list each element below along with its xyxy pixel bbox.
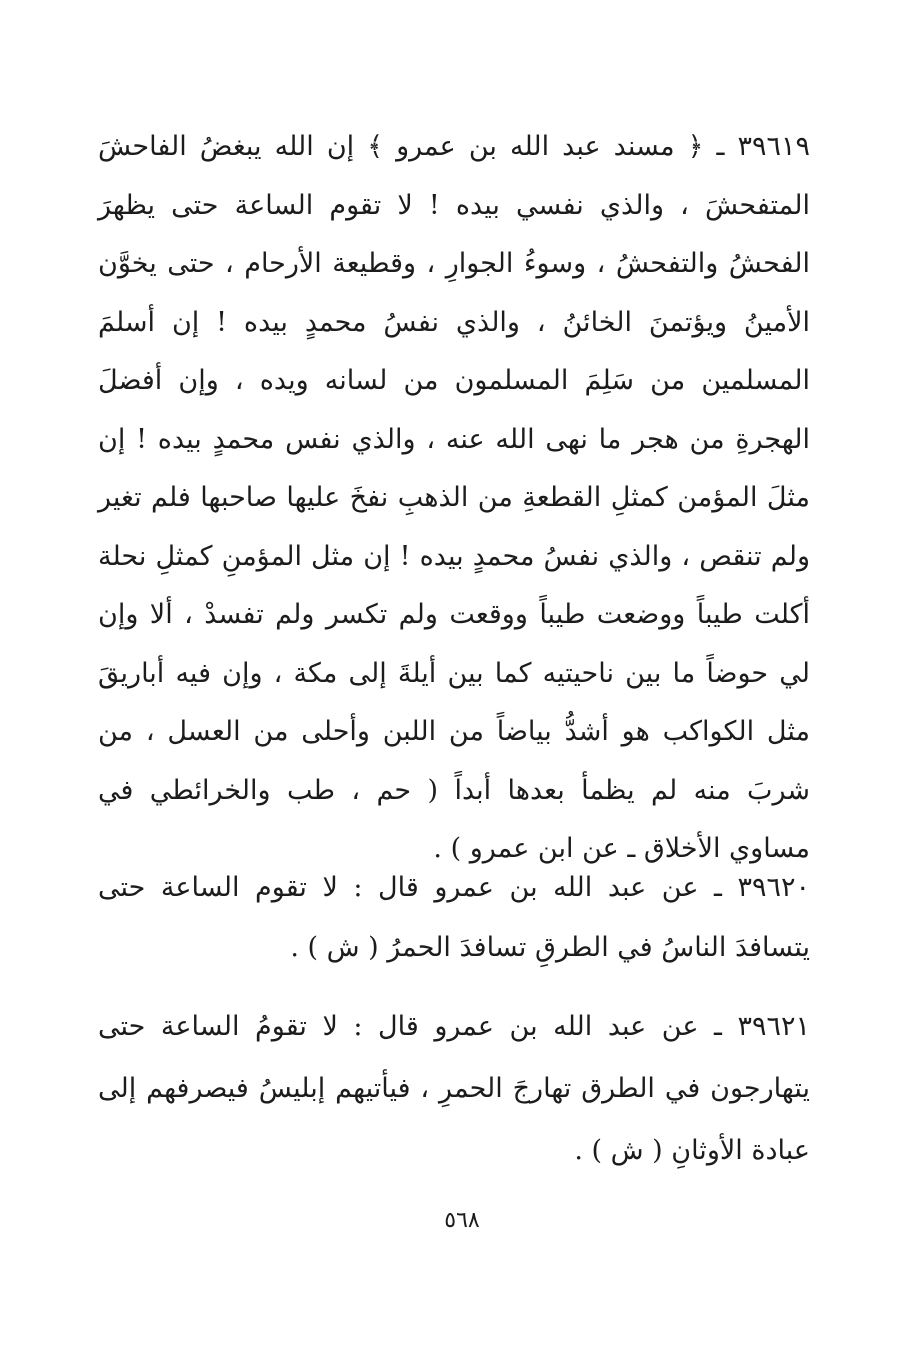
hadith-39620: ٣٩٦٢٠ ـ عن عبد الله بن عمرو قال : لا تقوم الساعة حتى يتسافدَ الناسُ في الطرقِ تسافدَ الحمرُ ( ش ) . xyxy=(98,872,810,963)
hadith-39621: ٣٩٦٢١ ـ عن عبد الله بن عمرو قال : لا تقومُ الساعة حتى يتهارجون في الطرق تهارجَ الحمرِ ، فيأتيهم إبليسُ فيصرفهم إلى عبادة الأوثانِ ( ش ) . xyxy=(98,1011,810,1166)
page-number: ٥٦٨ xyxy=(444,1208,480,1233)
hadith-39619: ٣٩٦١٩ ـ ﴿ مسند عبد الله بن عمرو ﴾ إن الله يبغضُ الفاحشَ المتفحشَ ، والذي نفسي بيده ! لا تقوم الساعة حتى يظهرَ الفحشُ والتفحشُ ، وسوءُ الجوارِ ، وقطيعة الأرحام ، حتى يخوَّن الأمينُ ويؤتمنَ الخائنُ ، والذي نفسُ محمدٍ بيده ! إن أسلمَ المسلمين من سَلِمَ المسلمون من لسانه ويده ، وإن أفضلَ الهجرةِ من هجر ما نهى الله عنه ، والذي نفس محمدٍ بيده ! إن مثلَ المؤمن كمثلِ القطعةِ من الذهبِ نفخَ عليها صاحبها فلم تغير ولم تنقص ، والذي نفسُ محمدٍ بيده ! إن مثل المؤمنِ كمثلِ نحلة أكلت طيباً ووضعت طيباً ووقعت ولم تكسر ولم تفسدْ ، ألا وإن لي حوضاً ما بين ناحيتيه كما بين أيلةَ إلى مكة ، وإن فيه أباريقَ مثل الكواكب هو أشدُّ بياضاً من اللبن وأحلى من العسل ، من شربَ منه لم يظمأ بعدها أبداً ( حم ، طب والخرائطي في مساوي الأخلاق ـ عن ابن عمرو ) . xyxy=(98,131,810,864)
